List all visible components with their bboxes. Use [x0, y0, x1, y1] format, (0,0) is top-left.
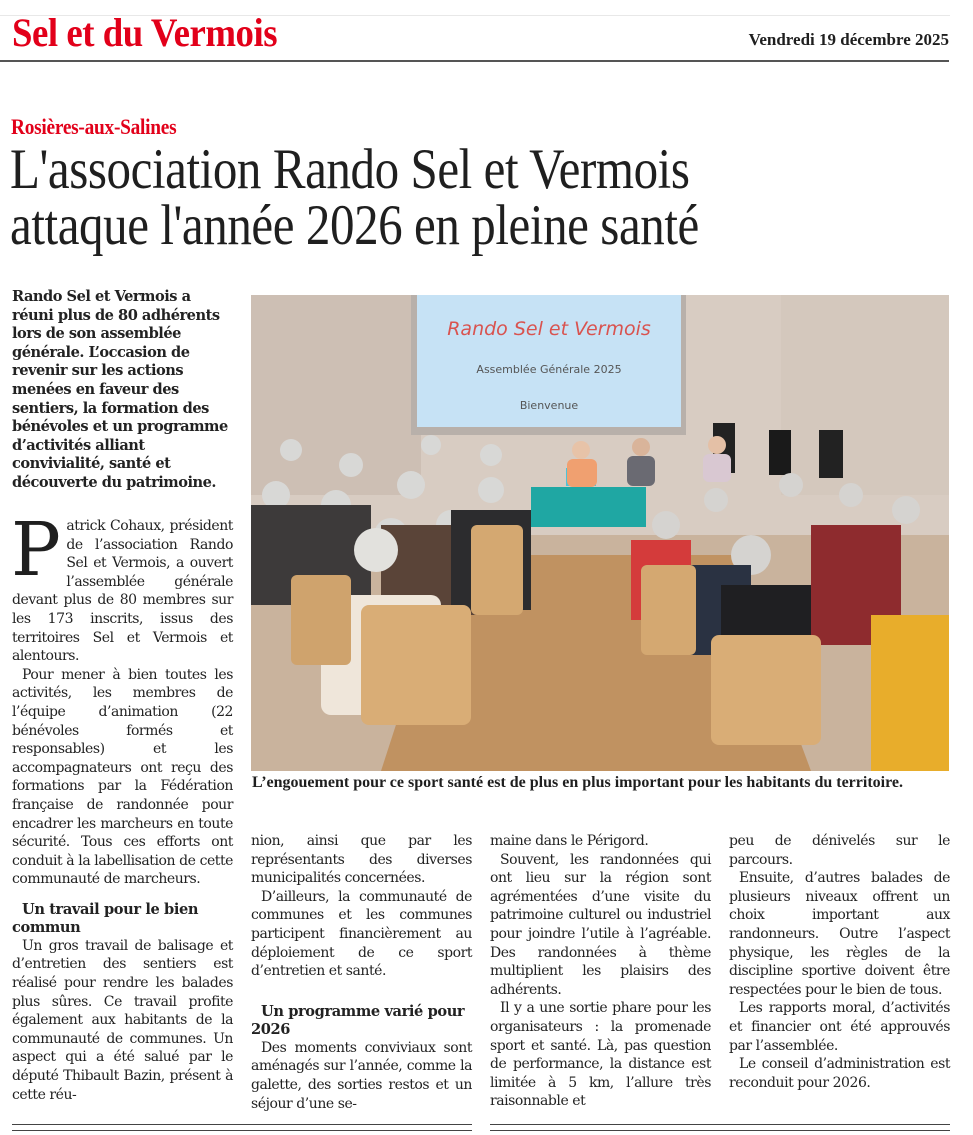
- photo-caption: L’engouement pour ce sport santé est de plus en plus important pour les habitants du territoire.: [252, 774, 903, 791]
- paragraph-continued: nion, ainsi que par les représentants des diverses municipalités concernées.: [251, 833, 472, 887]
- paragraph-continued: maine dans le Périgord.: [490, 833, 649, 849]
- article-kicker-location: Rosières-aux-Salines: [11, 114, 177, 139]
- header-rule: [0, 60, 949, 62]
- headline-line-2: attaque l'année 2026 en pleine santé: [10, 194, 699, 257]
- paragraph: Le conseil d’administration est reconduit pour 2026.: [729, 1056, 950, 1091]
- paragraph: Il y a une sortie phare pour les organisateurs : la promenade sport et santé. Là, pas question de performance, la distance est limitée à 5 km, l’allure très raisonnable et: [490, 1000, 711, 1110]
- text-column-2: [251, 832, 472, 1113]
- article-lead: Rando Sel et Vermois a réuni plus de 80 adhérents lors de son assemblée générale. L’occasion de revenir sur les actions menées en faveur des sentiers, la formation des bénévoles et un programme d’activités alliant convivialité, santé et découverte du patrimoine.: [12, 288, 228, 491]
- paragraph-intro: Patrick Cohaux, président de l’association Rando Sel et Vermois, a ouvert l’assemblée générale devant plus de 80 membres sur les 173 inscrits, issus des territoires Sel et Vermois et alentours.: [11, 507, 233, 665]
- footer-rule-right-bottom: [490, 1130, 950, 1131]
- article-photo: [251, 295, 949, 771]
- article-headline: [10, 138, 699, 257]
- text-column-3: [490, 832, 711, 1111]
- paragraph: Les rapports moral, d’activités et financier ont été approuvés par l’assemblée.: [729, 1000, 950, 1054]
- text-column-1: [11, 507, 233, 1104]
- footer-rule-left-bottom: [12, 1130, 472, 1131]
- headline-line-1: L'association Rando Sel et Vermois: [10, 138, 690, 201]
- publication-date: Vendredi 19 décembre 2025: [748, 30, 949, 49]
- subheading-programme-2026: Un programme varié pour 2026: [251, 1002, 465, 1038]
- section-title: Sel et du Vermois: [12, 10, 278, 55]
- paragraph: Souvent, les randonnées qui ont lieu sur la région sont agrémentées d’une visite du patrimoine culturel ou industriel pour joindre l’utile à l’agréable. Des randonnées à thème multiplient les plaisirs des adhérents.: [490, 851, 711, 998]
- drop-cap: P: [11, 507, 61, 593]
- subheading-bien-commun: Un travail pour le bien commun: [12, 900, 199, 936]
- screen-welcome: Bienvenue: [519, 399, 579, 412]
- footer-rule-left-top: [12, 1124, 472, 1125]
- paragraph: Pour mener à bien toutes les activités, les membres de l’équipe d’animation (22 bénévoles formés et responsables) et les accompagnateurs ont reçu des formations par la Fédération française de randonnée pour encadrer les marcheurs en toute sécurité. Tous ces efforts ont conduit à la labellisation de cette communauté de marcheurs.: [12, 666, 233, 888]
- footer-rule-right-top: [490, 1124, 950, 1125]
- paragraph: Un gros travail de balisage et d’entretien des sentiers est réalisé pour rendre les balades plus sûres. Ce travail profite également aux habitants de la communauté de communes. Un aspect qui a été salué par le député Thibault Bazin, présent à cette réu-: [12, 937, 233, 1103]
- assembly-photo-illustration: [251, 295, 949, 771]
- text-column-4: [729, 832, 950, 1092]
- paragraph-continued: peu de dénivelés sur le parcours.: [729, 833, 950, 868]
- paragraph: Des moments conviviaux sont aménagés sur l’année, comme la galette, des sorties restos et un séjour d’une se-: [251, 1039, 472, 1112]
- paragraph: D’ailleurs, la communauté de communes et les communes participent financièrement au déploiement de ce sport d’entretien et santé.: [251, 888, 472, 980]
- screen-title: Rando Sel et Vermois: [447, 318, 651, 340]
- screen-subtitle: Assemblée Générale 2025: [476, 363, 622, 376]
- paragraph: Ensuite, d’autres balades de plusieurs niveaux offrent un choix important aux randonneurs. Outre l’aspect physique, les règles de la discipline sportive doivent être respectées pour le bien de tous.: [729, 870, 950, 998]
